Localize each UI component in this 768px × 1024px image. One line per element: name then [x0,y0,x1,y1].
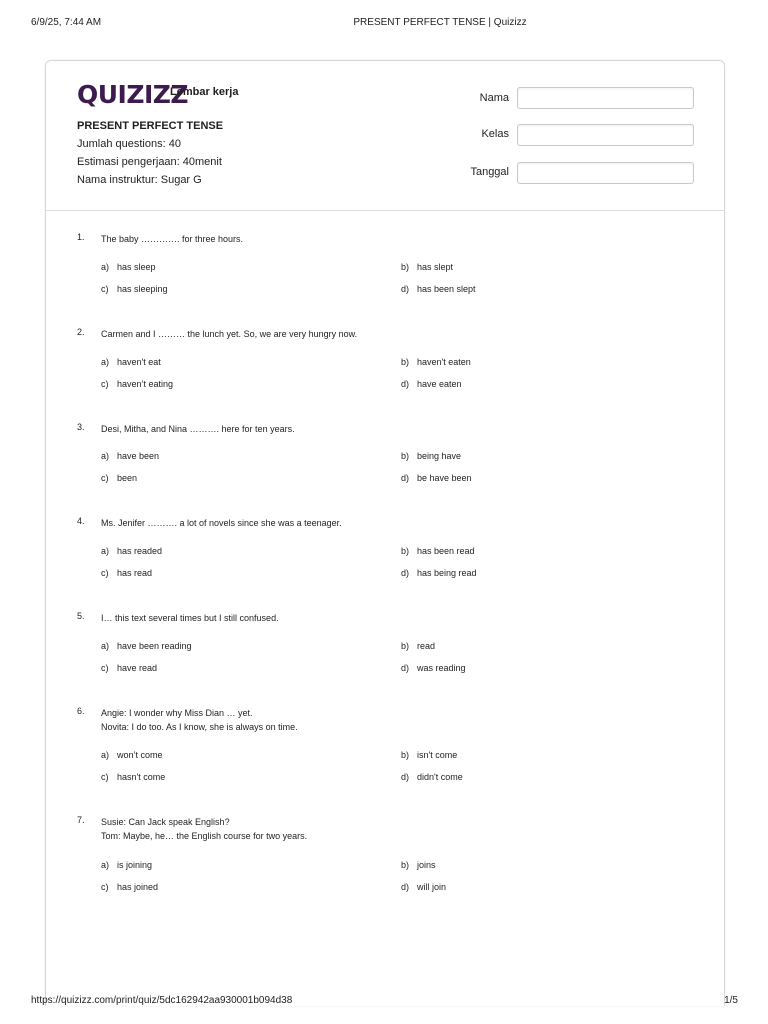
print-footer [0,995,768,1009]
question-number: 1. [77,232,85,242]
question-number: 3. [77,422,85,432]
date-label: Tanggal [470,166,509,178]
name-label: Nama [479,92,509,104]
date-field[interactable] [517,162,694,184]
estimated-time: Estimasi pengerjaan: 40menit [77,156,222,168]
question-number: 6. [77,706,85,716]
print-url: https://quizizz.com/print/quiz/5dc162942aa930001b094d38 [31,995,293,1006]
question-text: Angie: I wonder why Miss Dian … yet. Novita: I do too. As I know, she is always on time. [101,708,298,732]
question-text: Ms. Jenifer ………. a lot of novels since she was a teenager. [101,518,342,528]
page-number: 1/5 [724,995,738,1006]
quiz-title: PRESENT PERFECT TENSE [77,120,224,132]
instructor-name: Nama instruktur: Sugar G [77,174,202,186]
question-number: 5. [77,611,85,621]
worksheet-subtitle: Lembar kerja [170,86,239,98]
question-number: 7. [77,815,85,825]
worksheet: QUIZIZZ Lembar kerja PRESENT PERFECT TENSE Jumlah questions: 40 Estimasi pengerjaan: 40menit Nama instruktur: Sugar G Nama Kelas Tanggal 1. The baby …………. for three hours. a) has sleep b) has slept c) has sleeping d) has been slept 2. Carmen and I ……… the lunch yet. So, we are very hungry now. a) haven't eat b) haven't eaten c) haven’t eating d) have eaten 3. Desi, Mitha, and Nina ………. here for ten years. a) have been b) being have c) been d) be have been 4. Ms. Jenifer ………. a lot of novels since she was a teenager. a) has readed b) has been read c) has read d) has being read 5. I… this text several times but I still confused. a) have been reading b) read c) have read d) was reading 6. Angie: I wonder why Miss Dian … yet. Novita: I do too. As I know, she is always on time. a) won’t come b) isn't come c) hasn't come d) didn't come 7. Susie: Can Jack speak English? Tom: Maybe, he… the English course for two years. a) is joining b) joins c) has joined d) will join [45,60,725,1006]
worksheet-header [46,61,724,211]
print-date: 6/9/25, 7:44 AM [31,17,102,28]
question-text: Desi, Mitha, and Nina ………. here for ten years. [101,424,295,434]
class-field[interactable] [517,124,694,146]
question-text: Carmen and I ……… the lunch yet. So, we are very hungry now. [101,329,358,339]
print-header [0,17,768,31]
question-text: Susie: Can Jack speak English? Tom: Maybe, he… the English course for two years. [101,817,308,841]
question-number: 4. [77,516,85,526]
question-number: 2. [77,327,85,337]
quizizz-logo: QUIZIZZ [77,80,189,109]
print-page-title: PRESENT PERFECT TENSE | Quizizz [353,17,527,28]
question-text: The baby …………. for three hours. [101,234,244,244]
name-field[interactable] [517,87,694,109]
question-text: I… this text several times but I still confused. [101,613,279,623]
question-count: Jumlah questions: 40 [77,138,181,150]
class-label: Kelas [481,128,509,140]
